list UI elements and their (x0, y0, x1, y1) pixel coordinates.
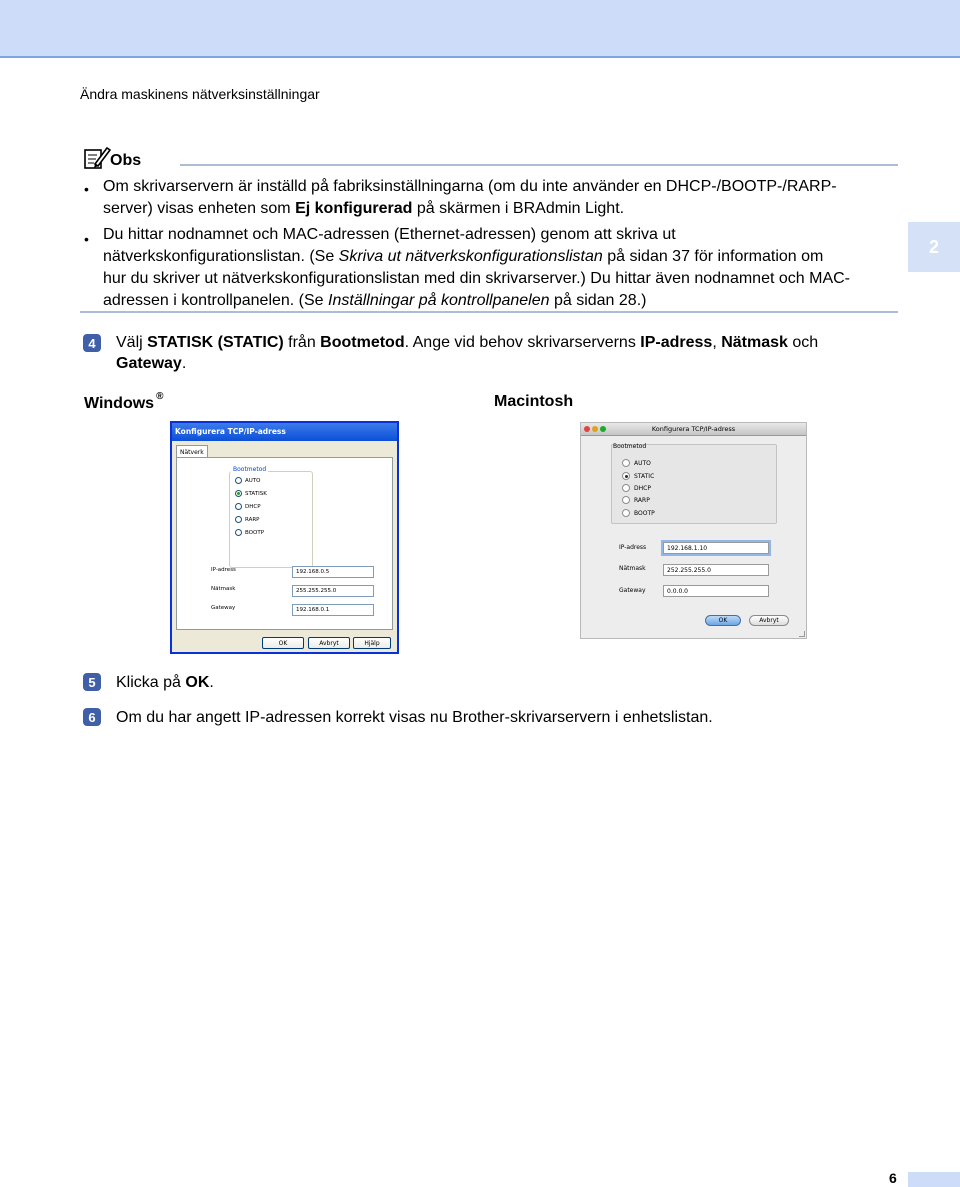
step-5-text: Klicka på OK. (116, 674, 214, 691)
running-header: Ändra maskinens nätverksinställningar (80, 86, 320, 102)
note-bullet-2: Du hittar nodnamnet och MAC-adressen (Ethernet-adressen) genom att skriva ut nätverkskonfigurationslistan. (Se Skriva ut nätverkskonfigurationslistan på sidan 37 för information om hur du skriver ut nätverkskonfigurationslistan med din skrivarserver.) Du hittar även nodnamnet och MAC- adressen i kontrollpanelen. (Se Inställningar på kontrollpanelen på sidan 28.) (103, 226, 850, 309)
radio-icon (622, 509, 630, 517)
network-panel (176, 457, 393, 630)
radio-icon (235, 477, 242, 484)
help-button[interactable]: Hjälp (353, 637, 391, 649)
subnet-mask-label: Nätmask (211, 586, 236, 592)
ip-address-input[interactable]: 192.168.1.10 (663, 542, 769, 554)
step-6-text: Om du har angett IP-adressen korrekt visas nu Brother-skrivarservern i enhetslistan. (116, 709, 713, 726)
radio-static[interactable]: STATIC (622, 472, 654, 480)
radio-rarp[interactable]: RARP (235, 516, 260, 523)
step-number: 6 (83, 708, 101, 726)
gateway-label: Gateway (619, 587, 646, 594)
tab-network[interactable]: Nätverk (176, 445, 208, 458)
cancel-button[interactable]: Avbryt (749, 615, 789, 626)
note-bullet-1: Om skrivarservern är inställd på fabriksinställningarna (om du inte använder en DHCP-/BOOTP-/RARP- server) visas enheten som Ej konfigurerad på skärmen i BRAdmin Light. (103, 178, 837, 217)
radio-auto[interactable]: AUTO (235, 477, 260, 484)
ok-button[interactable]: OK (262, 637, 304, 649)
note-title: Obs (110, 152, 142, 169)
radio-rarp[interactable]: RARP (622, 496, 650, 504)
resize-grip-icon[interactable] (799, 631, 805, 637)
windows-tcpip-dialog (170, 421, 399, 654)
step-number: 5 (83, 673, 101, 691)
radio-dhcp[interactable]: DHCP (622, 484, 651, 492)
radio-icon (622, 484, 630, 492)
subnet-mask-label: Nätmask (619, 565, 646, 572)
bullet-dot: • (84, 181, 89, 197)
mac-tcpip-dialog (580, 422, 807, 639)
gateway-label: Gateway (211, 605, 236, 611)
note-pencil-icon (83, 144, 111, 170)
radio-bootp[interactable]: BOOTP (235, 529, 264, 536)
step-number: 4 (83, 334, 101, 352)
note-end-divider (80, 311, 898, 313)
dialog-title: Konfigurera TCP/IP-adress (581, 423, 806, 436)
step-4-text: Välj STATISK (STATIC) från Bootmetod. Ange vid behov skrivarserverns IP-adress, Nätmask och Gateway. (116, 334, 819, 372)
page-number: 6 (889, 1170, 897, 1186)
radio-selected-icon (622, 472, 630, 480)
cancel-button[interactable]: Avbryt (308, 637, 350, 649)
ip-address-label: IP-adress (211, 567, 236, 573)
radio-icon (235, 529, 242, 536)
bullet-dot: • (84, 231, 89, 247)
subnet-mask-input[interactable]: 255.255.255.0 (292, 585, 374, 597)
dialog-title: Konfigurera TCP/IP-adress (172, 423, 397, 441)
subnet-mask-input[interactable]: 252.255.255.0 (663, 564, 769, 576)
radio-selected-icon (235, 490, 242, 497)
window-controls (584, 426, 606, 432)
windows-label: Windows ® (84, 391, 164, 412)
ok-button[interactable]: OK (705, 615, 741, 626)
ip-address-label: IP-adress (619, 544, 647, 551)
radio-dhcp[interactable]: DHCP (235, 503, 261, 510)
radio-bootp[interactable]: BOOTP (622, 509, 655, 517)
gateway-input[interactable]: 192.168.0.1 (292, 604, 374, 616)
header-band (0, 0, 960, 58)
macintosh-label: Macintosh (494, 393, 574, 410)
radio-icon (622, 496, 630, 504)
bootmethod-label: Bootmetod (233, 466, 267, 473)
radio-icon (622, 459, 630, 467)
radio-auto[interactable]: AUTO (622, 459, 651, 467)
chapter-tab: 2 (908, 222, 960, 272)
minimize-icon[interactable] (592, 426, 598, 432)
radio-icon (235, 503, 242, 510)
ip-address-input[interactable]: 192.168.0.5 (292, 566, 374, 578)
bootmethod-label: Bootmetod (613, 443, 647, 450)
radio-statisk[interactable]: STATISK (235, 490, 267, 497)
radio-icon (235, 516, 242, 523)
close-icon[interactable] (584, 426, 590, 432)
gateway-input[interactable]: 0.0.0.0 (663, 585, 769, 597)
note-divider (180, 164, 898, 166)
zoom-icon[interactable] (600, 426, 606, 432)
